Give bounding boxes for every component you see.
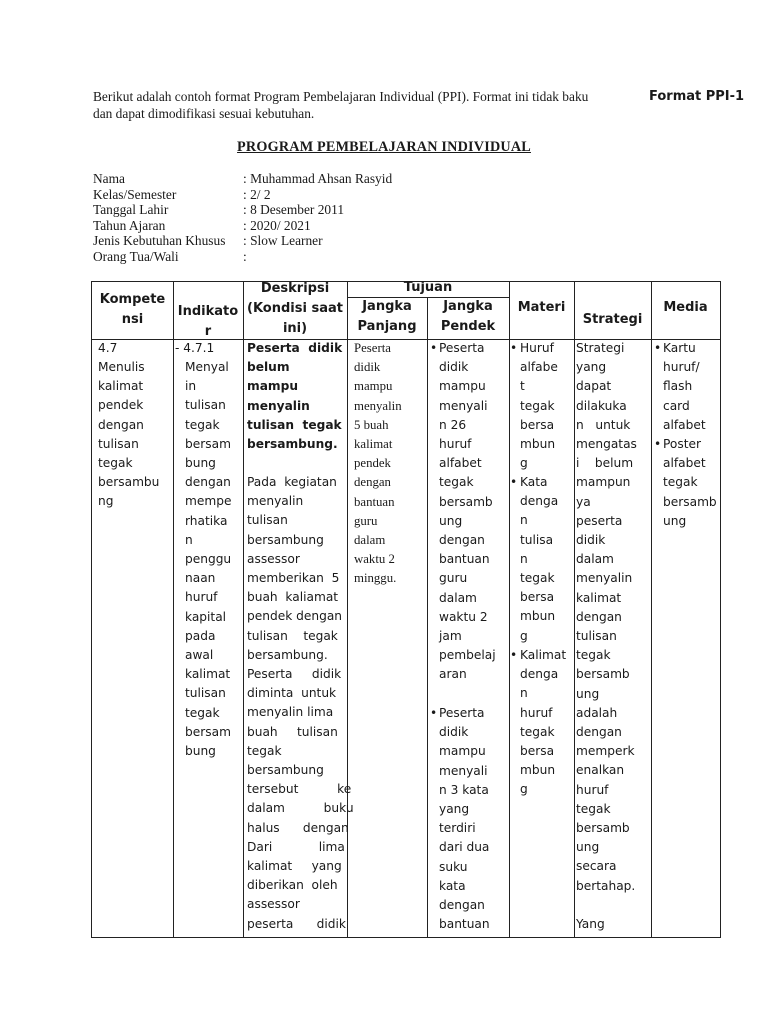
info-value: : Muhammad Ahsan Rasyid [243, 171, 393, 186]
column-divider [243, 282, 244, 937]
header-deskripsi: Deskripsi (Kondisi saat ini) [247, 281, 343, 336]
format-label: Format PPI-1 [649, 89, 745, 104]
jangka-pendek-item: Peserta didik mampu menyali n 26 huruf alfabet tegak bersamb ung dengan bantuan guru dalam waktu 2 jam pembelaj aran [439, 341, 496, 682]
bullet-icon: • [430, 341, 438, 355]
deskripsi-condition: Peserta didik belum mampu menyalin tulisan tegak bersambung. [247, 341, 343, 452]
header-jangka-panjang: Jangka Panjang [357, 299, 417, 334]
bullet-icon: • [654, 341, 662, 355]
media-item: Poster alfabet tegak bersamb ung [663, 437, 717, 528]
info-value: : [243, 248, 247, 264]
kompetensi-text: Menulis kalimat pendek dengan tulisan tegak bersambu ng [98, 360, 160, 509]
column-divider [574, 282, 575, 937]
ppi-table [91, 281, 721, 938]
bullet-icon: • [654, 437, 662, 451]
info-row-birthdate [93, 202, 392, 218]
info-label: Kelas/Semester [93, 186, 177, 202]
intro-line-2: dan dapat dimodifikasi sesuai kebutuhan. [93, 106, 315, 121]
bullet-icon: • [510, 475, 518, 489]
info-value: : 2/ 2 [243, 186, 271, 202]
bullet-icon: • [510, 648, 518, 662]
info-row-name [93, 171, 392, 187]
info-label: Tanggal Lahir [93, 202, 169, 218]
info-value: : Slow Learner [243, 233, 323, 249]
header-indikator: Indikato r [177, 304, 239, 339]
info-row-school-year [93, 218, 392, 234]
bullet-icon: • [510, 341, 518, 355]
jangka-pendek-list [427, 282, 509, 937]
info-label: Tahun Ajaran [93, 217, 166, 233]
column-divider [347, 282, 348, 937]
header-tujuan: Tujuan [403, 280, 453, 295]
jangka-panjang-text: Peserta didik mampu menyalin 5 buah kalimat pendek dengan bantuan guru dalam waktu 2 minggu. [354, 341, 402, 586]
info-row-special-needs [93, 233, 392, 249]
materi-item: Kata denga n tulisa n tegak bersa mbun g [520, 475, 559, 643]
media-list [651, 282, 720, 937]
info-value: : 2020/ 2021 [243, 217, 311, 233]
info-label: Orang Tua/Wali [93, 248, 179, 264]
header-jangka-pendek: Jangka Pendek [440, 299, 496, 334]
materi-item: Huruf alfabe t tegak bersa mbun g [520, 341, 558, 471]
document-title: PROGRAM PEMBELAJARAN INDIVIDUAL [237, 139, 531, 155]
bullet-icon: • [430, 706, 438, 720]
info-row-class [93, 187, 392, 203]
header-kompetensi: Kompete nsi [99, 292, 166, 327]
materi-list [509, 282, 574, 937]
deskripsi-text: Pada kegiatan menyalin tulisan bersambung assessor memberikan 5 buah kaliamat pendek dengan tulisan tegak bersambung. Peserta didik diminta untuk menyalin lima buah tulisan tegak bersambung tersebut ke dalam buku halus dengan Dari lima kalimat yang diberikan oleh assessor peserta didik [247, 475, 354, 931]
student-info [93, 171, 392, 265]
column-divider [173, 282, 174, 937]
info-value: : 8 Desember 2011 [243, 202, 345, 218]
info-label: Nama [93, 171, 125, 186]
strategi-text: Strategi yang dapat dilakuka n untuk mengatas i belum mampun ya peserta didik dalam menyalin kalimat dengan tulisan tegak bersamb ung adalah dengan memperk enalkan huruf tegak bersamb ung secara bertahap. Yang [576, 341, 637, 932]
indikator-text: Menyal in tulisan tegak bersam bung dengan mempe rhatika n penggu naan huruf kapital pada awal kalimat tulisan tegak bersam bung [185, 360, 232, 759]
materi-item: Kalimat denga n huruf tegak bersa mbun g [520, 648, 567, 797]
intro-line-1: Berikut adalah contoh format Program Pembelajaran Individual (PPI). Format ini tidak baku [93, 89, 589, 104]
indikator-number: - 4.7.1 [175, 341, 215, 355]
header-strategi: Strategi [582, 312, 643, 327]
jangka-pendek-item: Peserta didik mampu menyali n 3 kata yang terdiri dari dua suku kata dengan bantuan [439, 706, 490, 932]
header-materi: Materi [517, 300, 566, 315]
kompetensi-number: 4.7 [98, 341, 118, 355]
header-media: Media [663, 300, 708, 315]
info-label: Jenis Kebutuhan Khusus [93, 233, 226, 249]
media-item: Kartu huruf/ flash card alfabet [663, 341, 706, 432]
info-row-parent [93, 249, 392, 265]
